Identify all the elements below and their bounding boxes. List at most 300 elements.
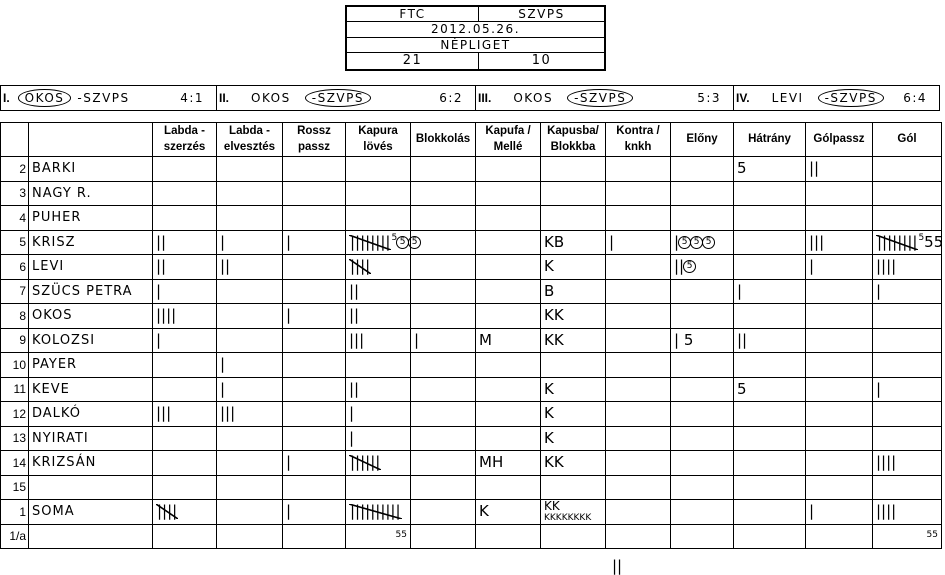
home-team: FTC bbox=[347, 7, 479, 21]
quarter-label: IV. bbox=[736, 91, 750, 105]
col-header-line: Blokkolás bbox=[415, 132, 471, 145]
stat-cell-man-down: 5 bbox=[734, 377, 806, 402]
stat-cell-post-wide bbox=[476, 402, 541, 427]
stat-cell-saved-blocked: KK bbox=[541, 451, 606, 476]
quarter-label: III. bbox=[478, 91, 492, 105]
stat-cell-goal bbox=[873, 328, 942, 353]
stat-cell-assist: || bbox=[806, 157, 873, 182]
stat-cell-post-wide: MH bbox=[476, 451, 541, 476]
col-header-ball-lost bbox=[217, 123, 283, 157]
stat-cell-man-down: 5 bbox=[734, 157, 806, 182]
quarter-opponent: -SZVPS bbox=[305, 89, 371, 107]
quarter-label: I. bbox=[3, 91, 10, 105]
stat-cell-goal: | bbox=[873, 377, 942, 402]
row-number: 9 bbox=[1, 328, 29, 353]
row-number: 6 bbox=[1, 255, 29, 280]
stat-cell-saved-blocked: K bbox=[541, 377, 606, 402]
stat-cell-post-wide bbox=[476, 255, 541, 280]
stat-cell-shot: ||| bbox=[346, 328, 411, 353]
stat-cell-bad-pass: | bbox=[283, 304, 346, 329]
stat-cell-assist bbox=[806, 475, 873, 500]
stat-cell-ball-won bbox=[153, 500, 217, 525]
stat-cell-saved-blocked bbox=[541, 500, 606, 525]
match-header-box bbox=[345, 5, 606, 71]
stat-cell-counter bbox=[606, 279, 671, 304]
stat-cell-goal bbox=[873, 157, 942, 182]
stat-cell-ball-won: |||| bbox=[153, 304, 217, 329]
stat-cell-goal bbox=[873, 353, 942, 378]
stat-cell-bad-pass bbox=[283, 426, 346, 451]
col-header-line: Kapufa / bbox=[485, 124, 531, 137]
stat-cell-post-wide bbox=[476, 279, 541, 304]
col-header-ball-won bbox=[153, 123, 217, 157]
circled-number: 5 bbox=[702, 236, 715, 249]
stat-cell-saved-blocked: K bbox=[541, 426, 606, 451]
stat-cell-block bbox=[411, 451, 476, 476]
stat-cell-power-play bbox=[671, 475, 734, 500]
quarter-3 bbox=[476, 86, 734, 110]
stat-cell-ball-lost bbox=[217, 157, 283, 182]
stat-cell-assist bbox=[806, 353, 873, 378]
col-header-line: Mellé bbox=[493, 140, 523, 153]
stat-cell-counter bbox=[606, 255, 671, 280]
stat-cell-ball-won: ||| bbox=[153, 402, 217, 427]
stat-cell-block bbox=[411, 157, 476, 182]
stat-cell-shot bbox=[346, 451, 411, 476]
col-header-bad-pass bbox=[283, 123, 346, 157]
quarter-label: II. bbox=[219, 91, 230, 105]
stat-cell-assist bbox=[806, 206, 873, 231]
stat-cell-man-down bbox=[734, 181, 806, 206]
struck-tally-mark: |||| bbox=[157, 502, 178, 521]
stat-cell-goal bbox=[873, 524, 942, 549]
stat-cell-saved-blocked bbox=[541, 353, 606, 378]
stat-cell-power-play bbox=[671, 353, 734, 378]
row-number: 14 bbox=[1, 451, 29, 476]
stat-cell-post-wide bbox=[476, 475, 541, 500]
col-header-line: Rossz bbox=[297, 124, 331, 137]
stat-cell-ball-lost bbox=[217, 279, 283, 304]
stat-cell-power-play bbox=[671, 304, 734, 329]
circled-number: 5 bbox=[690, 236, 703, 249]
col-header-counter bbox=[606, 123, 671, 157]
player-name: KEVE bbox=[29, 377, 153, 402]
quarter-opponent: -SZVPS bbox=[567, 89, 633, 107]
stat-cell-ball-won bbox=[153, 181, 217, 206]
row-number: 8 bbox=[1, 304, 29, 329]
tally-mark: || bbox=[612, 557, 623, 575]
stat-cell-goal bbox=[873, 426, 942, 451]
stat-cell-saved-blocked bbox=[541, 475, 606, 500]
stat-cell-block bbox=[411, 353, 476, 378]
col-header-post-wide bbox=[476, 123, 541, 157]
stat-cell-man-down bbox=[734, 304, 806, 329]
row-number: 15 bbox=[1, 475, 29, 500]
stat-cell-post-wide bbox=[476, 353, 541, 378]
stat-cell-counter bbox=[606, 328, 671, 353]
stat-cell-block bbox=[411, 426, 476, 451]
stat-cell-ball-lost bbox=[217, 426, 283, 451]
quarter-opponent: -SZVPS bbox=[77, 91, 130, 105]
row-number: 1/a bbox=[1, 524, 29, 549]
stat-cell-post-wide bbox=[476, 206, 541, 231]
player-name: NAGY R. bbox=[29, 181, 153, 206]
quarter-2 bbox=[217, 86, 476, 110]
circled-number: 5 bbox=[678, 236, 691, 249]
stat-cell-shot bbox=[346, 353, 411, 378]
stat-cell-ball-won bbox=[153, 475, 217, 500]
struck-tally-mark: |||| bbox=[350, 257, 371, 276]
stat-cell-ball-lost bbox=[217, 206, 283, 231]
teams-row bbox=[347, 7, 604, 22]
col-header-line: Blokkba bbox=[550, 140, 596, 153]
table-row bbox=[1, 230, 942, 255]
table-row bbox=[1, 426, 942, 451]
struck-tally-mark: |||||| bbox=[350, 453, 381, 472]
stat-cell-saved-blocked: K bbox=[541, 255, 606, 280]
circled-number: 5 bbox=[396, 236, 409, 249]
stat-cell-counter bbox=[606, 353, 671, 378]
table-row bbox=[1, 279, 942, 304]
row-number: 11 bbox=[1, 377, 29, 402]
player-name bbox=[29, 524, 153, 549]
stat-cell-power-play bbox=[671, 255, 734, 280]
stat-cell-ball-lost: | bbox=[217, 353, 283, 378]
date-row bbox=[347, 22, 604, 38]
stat-cell-bad-pass bbox=[283, 402, 346, 427]
col-header-line: Kontra / bbox=[616, 124, 660, 137]
quarter-score: 4:1 bbox=[180, 91, 204, 105]
col-header-man-down bbox=[734, 123, 806, 157]
stat-cell-post-wide bbox=[476, 524, 541, 549]
col-header-line: Kapura bbox=[358, 124, 398, 137]
stat-cell-counter bbox=[606, 206, 671, 231]
table-row bbox=[1, 475, 942, 500]
stat-cell-ball-lost bbox=[217, 181, 283, 206]
circled-number: 5 bbox=[683, 260, 696, 273]
player-name: LEVI bbox=[29, 255, 153, 280]
stat-cell-ball-won: | bbox=[153, 279, 217, 304]
stat-cell-ball-won bbox=[153, 426, 217, 451]
tally-mark: 55 bbox=[926, 529, 938, 540]
table-row bbox=[1, 157, 942, 182]
col-header-line: Labda - bbox=[229, 124, 270, 137]
stat-cell-counter: | bbox=[606, 230, 671, 255]
stat-cell-power-play bbox=[671, 500, 734, 525]
stat-cell-saved-blocked bbox=[541, 524, 606, 549]
stat-cell-man-down bbox=[734, 230, 806, 255]
row-number: 7 bbox=[1, 279, 29, 304]
stat-cell-goal: |||| bbox=[873, 451, 942, 476]
stat-cell-block bbox=[411, 279, 476, 304]
table-row bbox=[1, 255, 942, 280]
stat-cell-counter bbox=[606, 157, 671, 182]
stat-cell-saved-blocked: KK bbox=[541, 328, 606, 353]
quarter-score: 5:3 bbox=[697, 91, 721, 105]
stat-cell-post-wide bbox=[476, 181, 541, 206]
stat-cell-man-down bbox=[734, 402, 806, 427]
stat-cell-power-play bbox=[671, 426, 734, 451]
stat-cell-ball-lost bbox=[217, 451, 283, 476]
stat-cell-block bbox=[411, 181, 476, 206]
stat-cell-block: | bbox=[411, 328, 476, 353]
col-header-power-play bbox=[671, 123, 734, 157]
stat-cell-counter bbox=[606, 500, 671, 525]
stat-cell-bad-pass: | bbox=[283, 451, 346, 476]
stat-cell-counter bbox=[606, 304, 671, 329]
stat-cell-power-play bbox=[671, 279, 734, 304]
stat-cell-block bbox=[411, 500, 476, 525]
col-header-goal bbox=[873, 123, 942, 157]
stat-cell-assist bbox=[806, 279, 873, 304]
stat-cell-assist bbox=[806, 402, 873, 427]
player-name: SOMA bbox=[29, 500, 153, 525]
player-name: DALKÓ bbox=[29, 402, 153, 427]
stat-cell-assist bbox=[806, 304, 873, 329]
stat-cell-counter bbox=[606, 451, 671, 476]
stat-cell-goal: |||| bbox=[873, 500, 942, 525]
stat-cell-shot: | bbox=[346, 426, 411, 451]
col-header-line: Labda - bbox=[164, 124, 205, 137]
player-stats-table bbox=[0, 122, 942, 549]
stat-cell-saved-blocked bbox=[541, 157, 606, 182]
stat-cell-ball-lost bbox=[217, 304, 283, 329]
stat-cell-saved-blocked bbox=[541, 206, 606, 231]
stat-cell-assist bbox=[806, 524, 873, 549]
quarter-1 bbox=[1, 86, 217, 110]
tally-mark: 55 bbox=[924, 233, 944, 252]
superscript-note: 5 bbox=[391, 233, 398, 244]
stat-cell-assist: | bbox=[806, 255, 873, 280]
stat-cell-man-down bbox=[734, 206, 806, 231]
table-row bbox=[1, 377, 942, 402]
stat-cell-goal bbox=[873, 475, 942, 500]
superscript-note: 5 bbox=[918, 233, 925, 244]
stat-cell-assist bbox=[806, 181, 873, 206]
stat-cell-power-play bbox=[671, 157, 734, 182]
stat-cell-bad-pass bbox=[283, 328, 346, 353]
match-date: 2012.05.26. bbox=[430, 22, 521, 36]
table-row bbox=[1, 304, 942, 329]
stat-cell-bad-pass: | bbox=[283, 230, 346, 255]
table-row bbox=[1, 328, 942, 353]
col-header-line: Gólpassz bbox=[813, 132, 865, 145]
away-team: SZVPS bbox=[518, 7, 565, 21]
stat-cell-post-wide bbox=[476, 157, 541, 182]
stat-cell-ball-won bbox=[153, 157, 217, 182]
stat-cell-ball-won bbox=[153, 206, 217, 231]
quarter-opponent: -SZVPS bbox=[818, 89, 884, 107]
stat-cell-assist: | bbox=[806, 500, 873, 525]
stat-cell-block bbox=[411, 377, 476, 402]
quarter-row bbox=[0, 85, 940, 111]
header-row bbox=[1, 123, 942, 157]
stat-cell-goal bbox=[873, 181, 942, 206]
struck-tally-mark: |||||||||| bbox=[350, 502, 401, 521]
stat-cell-bad-pass bbox=[283, 181, 346, 206]
stat-cell-ball-lost bbox=[217, 475, 283, 500]
col-header-line: Gól bbox=[897, 132, 917, 145]
col-header-line: Hátrány bbox=[748, 132, 791, 145]
table-row bbox=[1, 524, 942, 549]
stat-cell-bad-pass bbox=[283, 475, 346, 500]
stat-cell-bad-pass bbox=[283, 377, 346, 402]
tally-mark: KK bbox=[544, 498, 560, 513]
stat-cell-block bbox=[411, 206, 476, 231]
player-name: PUHER bbox=[29, 206, 153, 231]
quarter-best-player: OKOS bbox=[18, 89, 72, 107]
stat-cell-saved-blocked bbox=[541, 181, 606, 206]
quarter-best-player: OKOS bbox=[251, 91, 291, 105]
stat-cell-man-down bbox=[734, 353, 806, 378]
stat-cell-ball-lost: | bbox=[217, 377, 283, 402]
stat-cell-post-wide bbox=[476, 377, 541, 402]
table-row bbox=[1, 402, 942, 427]
stat-cell-man-down: | bbox=[734, 279, 806, 304]
col-header-number bbox=[1, 123, 29, 157]
row-number: 12 bbox=[1, 402, 29, 427]
stat-cell-shot bbox=[346, 230, 418, 255]
stat-cell-goal bbox=[873, 402, 942, 427]
stat-cell-post-wide: K bbox=[476, 500, 541, 525]
quarter-best-player: OKOS bbox=[513, 91, 554, 105]
stat-cell-man-down bbox=[734, 475, 806, 500]
table-row bbox=[1, 451, 942, 476]
stat-cell-assist bbox=[806, 451, 873, 476]
row-number: 4 bbox=[1, 206, 29, 231]
player-name: KRISZ bbox=[29, 230, 153, 255]
row-number: 3 bbox=[1, 181, 29, 206]
col-header-line: szerzés bbox=[163, 140, 206, 153]
stat-cell-shot bbox=[346, 157, 411, 182]
row-number: 5 bbox=[1, 230, 29, 255]
stat-cell-power-play bbox=[671, 230, 734, 255]
player-name bbox=[29, 475, 153, 500]
stat-cell-goal: | bbox=[873, 279, 942, 304]
col-header-assist bbox=[806, 123, 873, 157]
quarter-4 bbox=[734, 86, 939, 110]
stat-cell-counter bbox=[606, 181, 671, 206]
circled-number: 5 bbox=[408, 236, 421, 249]
col-header-line: elvesztés bbox=[223, 140, 276, 153]
stat-cell-bad-pass bbox=[283, 353, 346, 378]
venue-row bbox=[347, 38, 604, 53]
stat-cell-post-wide bbox=[476, 230, 541, 255]
stat-cell-power-play bbox=[671, 377, 734, 402]
quarter-best-player: LEVI bbox=[771, 91, 804, 105]
stat-cell-goal: |||| bbox=[873, 255, 942, 280]
stat-cell-assist bbox=[806, 426, 873, 451]
quarter-score: 6:2 bbox=[439, 91, 463, 105]
stat-cell-man-down: || bbox=[734, 328, 806, 353]
stat-cell-ball-won: | bbox=[153, 328, 217, 353]
stat-cell-ball-lost bbox=[217, 328, 283, 353]
stat-cell-shot: | bbox=[346, 402, 411, 427]
col-header-line: lövés bbox=[363, 140, 393, 153]
stat-cell-block bbox=[411, 475, 476, 500]
tally-mark: 55 bbox=[395, 529, 407, 540]
col-header-saved-blocked bbox=[541, 123, 606, 157]
row-number: 1 bbox=[1, 500, 29, 525]
stat-cell-saved-blocked: B bbox=[541, 279, 606, 304]
col-header-name bbox=[29, 123, 153, 157]
player-name: KRIZSÁN bbox=[29, 451, 153, 476]
stat-cell-man-down bbox=[734, 524, 806, 549]
stat-cell-bad-pass bbox=[283, 279, 346, 304]
stat-cell-counter bbox=[606, 402, 671, 427]
stat-cell-post-wide bbox=[476, 426, 541, 451]
player-name: KOLOZSI bbox=[29, 328, 153, 353]
stat-cell-power-play bbox=[671, 524, 734, 549]
stat-cell-power-play bbox=[671, 181, 734, 206]
stat-cell-ball-won bbox=[153, 377, 217, 402]
stat-cell-ball-won bbox=[153, 524, 217, 549]
stat-cell-shot bbox=[346, 206, 411, 231]
stat-cell-ball-won: || bbox=[153, 230, 217, 255]
stat-cell-assist bbox=[806, 328, 873, 353]
score-row bbox=[347, 53, 604, 69]
stat-cell-shot: || bbox=[346, 279, 411, 304]
stat-cell-bad-pass bbox=[283, 255, 346, 280]
stat-cell-counter bbox=[606, 377, 671, 402]
table-row bbox=[1, 206, 942, 231]
player-name: NYIRATI bbox=[29, 426, 153, 451]
stat-cell-shot: || bbox=[346, 304, 411, 329]
tally-mark: KKKKKKKK bbox=[544, 512, 592, 523]
stat-cell-bad-pass bbox=[283, 524, 346, 549]
col-header-block bbox=[411, 123, 476, 157]
col-header-line: Előny bbox=[686, 132, 718, 145]
stat-cell-saved-blocked: K bbox=[541, 402, 606, 427]
stat-cell-ball-lost bbox=[217, 500, 283, 525]
stat-cell-counter bbox=[606, 524, 671, 549]
stat-cell-power-play: | 5 bbox=[671, 328, 734, 353]
away-score: 10 bbox=[531, 53, 552, 68]
table-row bbox=[1, 181, 942, 206]
col-header-line: knkh bbox=[624, 140, 652, 153]
player-name: BARKI bbox=[29, 157, 153, 182]
stat-cell-goal bbox=[873, 230, 942, 255]
stat-cell-shot bbox=[346, 255, 411, 280]
home-score: 21 bbox=[347, 53, 479, 69]
stat-cell-power-play bbox=[671, 402, 734, 427]
row-number: 13 bbox=[1, 426, 29, 451]
table-row bbox=[1, 353, 942, 378]
stat-cell-bad-pass: | bbox=[283, 500, 346, 525]
row-number: 2 bbox=[1, 157, 29, 182]
struck-tally-mark: |||||||| bbox=[877, 233, 918, 252]
stat-cell-saved-blocked: KK bbox=[541, 304, 606, 329]
tally-mark: | bbox=[674, 232, 680, 251]
stat-cell-ball-lost bbox=[217, 524, 283, 549]
tally-mark: || bbox=[674, 257, 685, 276]
col-header-line: Kapusba/ bbox=[547, 124, 599, 137]
stat-cell-ball-lost: | bbox=[217, 230, 283, 255]
stat-cell-ball-won bbox=[153, 353, 217, 378]
col-header-shot bbox=[346, 123, 411, 157]
col-header-line: passz bbox=[298, 140, 330, 153]
stat-cell-ball-lost: || bbox=[217, 255, 283, 280]
stat-cell-man-down bbox=[734, 500, 806, 525]
stat-cell-block bbox=[411, 524, 476, 549]
stat-cell-power-play bbox=[671, 206, 734, 231]
stat-cell-ball-won: || bbox=[153, 255, 217, 280]
stat-cell-shot bbox=[346, 475, 411, 500]
table-row bbox=[1, 500, 942, 525]
stat-cell-ball-lost: ||| bbox=[217, 402, 283, 427]
player-name: SZÜCS PETRA bbox=[29, 279, 153, 304]
stat-cell-counter bbox=[606, 426, 671, 451]
